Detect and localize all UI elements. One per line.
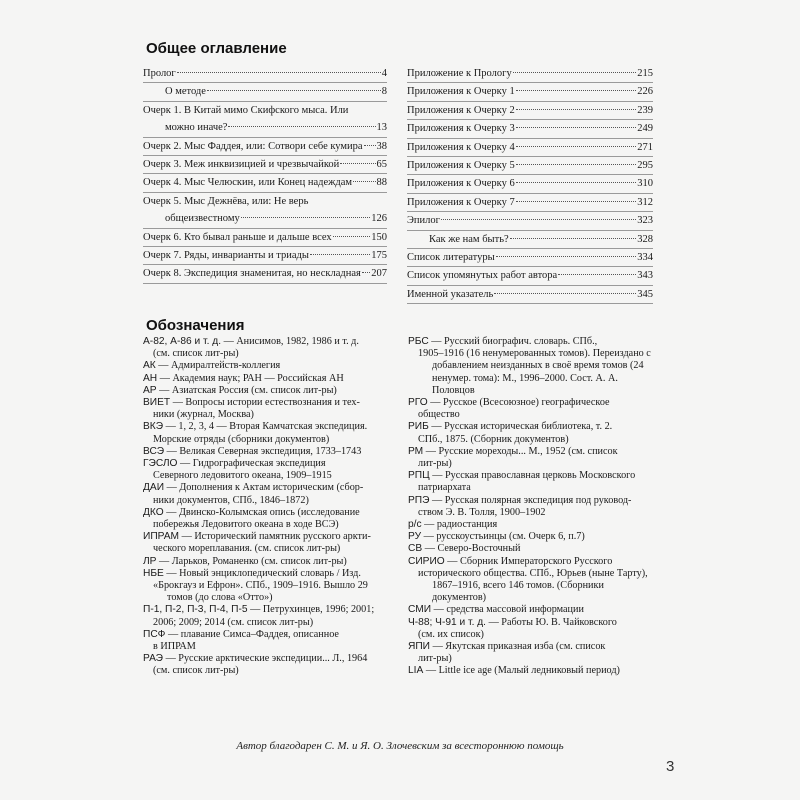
abbreviation-entry	[408, 397, 658, 421]
abbreviation-entry	[143, 446, 393, 458]
toc-entry-page: 4	[381, 68, 387, 79]
abbreviation-key: ДАИ	[143, 482, 165, 494]
abbreviation-definition: — Сборник Императорского Русского	[444, 555, 613, 567]
toc-leader-dots	[496, 256, 637, 257]
abbreviations-heading: Обозначения	[146, 317, 245, 334]
abbreviation-entry	[408, 519, 658, 531]
toc-entry-title: Приложения к Очерку 2	[407, 104, 515, 116]
abbreviation-key: П-1, П-2, П-3, П-4, П-5	[143, 604, 248, 616]
abbreviation-definition: — Русское (Всесоюзное) географическое	[427, 397, 610, 409]
abbreviation-key: АН	[143, 372, 158, 384]
toc-entry[interactable]	[407, 102, 653, 119]
abbreviation-key: РМ	[408, 445, 424, 457]
toc-entry-title: Очерк 4. Мыс Челюскин, или Конец надеждам	[143, 177, 353, 189]
abbreviation-key: ЯПИ	[408, 641, 431, 653]
abbreviation-key: Ч-88; Ч-91 и т. д.	[408, 616, 487, 628]
toc-entry-title: Приложения к Очерку 4	[407, 141, 515, 153]
abbreviation-continuation: лит-ры)	[418, 458, 452, 470]
toc-entry-title: Пролог	[143, 68, 176, 79]
abbreviation-key: РИБ	[408, 421, 429, 433]
toc-entry[interactable]	[407, 120, 653, 137]
abbreviation-entry	[408, 421, 658, 445]
abbreviation-definition: — Северо-Восточный	[422, 543, 521, 555]
toc-entry-page: 310	[637, 178, 653, 190]
toc-entry-page: 295	[637, 160, 653, 172]
toc-entry-title: можно иначе?	[165, 122, 228, 134]
toc-entry-title: Приложения к Очерку 7	[407, 196, 515, 208]
abbreviation-definition: — Русская полярная экспедиция под руковод-	[429, 494, 632, 506]
toc-leader-dots	[516, 127, 637, 128]
toc-entry[interactable]	[143, 102, 387, 119]
abbreviation-key: р/с	[408, 519, 422, 531]
abbreviation-entry	[408, 470, 658, 494]
abbreviation-definition: — Двинско-Колымская опись (исследование	[163, 506, 360, 518]
abbreviation-key: ДКО	[143, 506, 164, 518]
abbreviation-entry	[143, 373, 393, 385]
abbreviation-definition: — Академия наук; РАН — Российская АН	[157, 372, 344, 384]
toc-leader-dots	[558, 274, 636, 275]
toc-entry-title: Очерк 3. Меж инквизицией и чрезвычайкой	[143, 159, 340, 171]
toc-leader-dots	[510, 238, 637, 239]
abbreviation-continuation: ческого мореплавания. (см. список лит-ры)	[153, 543, 341, 555]
abbreviation-definition: — Петрухинцев, 1996; 2001;	[247, 604, 375, 616]
abbreviation-definition: — средства массовой информации	[431, 604, 584, 616]
toc-heading: Общее оглавление	[146, 40, 287, 57]
toc-leader-dots	[516, 201, 637, 202]
toc-entry-page: 239	[637, 104, 653, 116]
abbreviation-entry	[143, 568, 393, 605]
abbreviation-key: РПЭ	[408, 494, 430, 506]
abbreviation-key: LIA	[408, 665, 424, 677]
abbreviation-key: СВ	[408, 543, 423, 555]
abbreviation-definition: — плавание Симса–Фаддея, описанное	[165, 628, 339, 640]
abbreviation-entry	[408, 336, 658, 397]
abbreviation-entry	[408, 556, 658, 605]
abbreviation-continuation: СПб., 1875. (Сборник документов)	[418, 433, 569, 445]
abbreviation-definition: — Новый энциклопедический словарь / Изд.	[163, 567, 361, 579]
abbreviation-key: РПЦ	[408, 470, 430, 482]
abbreviation-continuation: лит-ры)	[418, 653, 452, 665]
abbreviation-continuation: ством Э. В. Толля, 1900–1902	[418, 506, 546, 518]
abbreviation-entry	[408, 617, 658, 641]
toc-entry-page: 328	[637, 233, 653, 245]
abbreviation-entry	[408, 641, 658, 665]
abbreviation-continuation: Северного ледовитого океана, 1909–1915	[153, 470, 332, 482]
toc-divider	[407, 303, 653, 304]
toc-entry-page: 343	[637, 270, 653, 282]
toc-entry-title: Очерк 7. Ряды, инварианты и триады	[143, 250, 309, 262]
toc-entry[interactable]	[407, 175, 653, 192]
abbreviation-continuation: (см. список лит-ры)	[153, 348, 239, 360]
toc-entry-page: 150	[371, 231, 387, 243]
toc-leader-dots	[362, 272, 370, 273]
toc-entry[interactable]	[143, 119, 387, 136]
abbreviation-definition: — Little ice age (Малый ледниковый период)	[423, 665, 620, 677]
toc-entry[interactable]	[407, 194, 653, 211]
abbreviation-continuation: побережья Ледовитого океана в ходе ВСЭ)	[153, 519, 339, 531]
toc-entry-title: Очерк 8. Экспедиция знаменитая, но нескладная	[143, 268, 361, 280]
abbreviation-key: А-82, А-86 и т. д.	[143, 336, 222, 347]
toc-entry-page: 312	[637, 196, 653, 208]
toc-entry[interactable]	[407, 83, 653, 100]
abbreviation-key: АК	[143, 360, 156, 372]
toc-entry-page: 323	[637, 215, 653, 227]
abbreviation-definition: — Исторический памятник русского аркти-	[179, 531, 371, 543]
abbreviation-key: ГЭСЛО	[143, 458, 178, 470]
abbreviations-left-column	[143, 336, 393, 678]
toc-entry[interactable]	[143, 229, 387, 246]
abbreviation-key: СМИ	[408, 604, 432, 616]
abbreviation-entry	[143, 482, 393, 506]
toc-leader-dots	[364, 145, 376, 146]
toc-entry-title: Очерк 6. Кто бывал раньше и дальше всех	[143, 231, 332, 243]
toc-entry-title: Список литературы	[407, 252, 495, 264]
abbreviation-entry	[143, 336, 393, 360]
abbreviation-key: ВКЭ	[143, 421, 164, 433]
toc-entry-title: Приложения к Очерку 6	[407, 178, 515, 190]
toc-entry[interactable]	[407, 249, 653, 266]
toc-entry-page: 65	[376, 159, 387, 171]
toc-leader-dots	[241, 217, 371, 218]
abbreviation-key: РАЭ	[143, 653, 164, 665]
abbreviation-definition: — Русские арктические экспедиции... Л., 1964	[163, 653, 368, 665]
toc-entry[interactable]	[143, 174, 387, 191]
toc-entry-title: Приложения к Очерку 5	[407, 160, 515, 172]
toc-entry-title: Очерк 1. В Китай мимо Скифского мыса. Или	[143, 104, 349, 116]
abbreviation-entry	[143, 360, 393, 372]
toc-entry[interactable]	[143, 193, 387, 210]
toc-entry[interactable]	[143, 210, 387, 227]
acknowledgement: Автор благодарен С. М. и Я. О. Злочевским за всестороннюю помощь	[236, 740, 564, 752]
toc-entry[interactable]	[407, 231, 653, 248]
abbreviation-definition: — Русская историческая библиотека, т. 2.	[428, 421, 613, 433]
abbreviation-key: ВИЕТ	[143, 397, 171, 409]
abbreviation-continuation: в ИПРАМ	[153, 641, 196, 653]
abbreviation-entry	[408, 446, 658, 470]
toc-entry-page: 345	[637, 288, 653, 300]
abbreviation-entry	[408, 604, 658, 616]
abbreviation-entry	[143, 397, 393, 421]
toc-entry-page: 8	[381, 86, 387, 98]
abbreviation-definition: — Ларьков, Романенко (см. список лит-ры)	[156, 555, 347, 567]
abbreviation-definition: — Русская православная церковь Московского	[429, 470, 636, 482]
abbreviation-definition: — Адмиралтейств-коллегия	[155, 360, 281, 372]
toc-entry[interactable]	[407, 267, 653, 284]
abbreviation-continuation: 1905–1916 (16 ненумерованных томов). Переиздано с добавлением неизданных в своё время томов (24 ненумер. тома): М., 1996–2000. Сост. А. А. Половцов	[418, 348, 651, 396]
toc-leader-dots	[207, 90, 381, 91]
abbreviation-definition: — Анисимов, 1982, 1986 и т. д.	[221, 336, 359, 347]
toc-leader-dots	[516, 90, 637, 91]
abbreviation-definition: — Азиатская Россия (см. список лит-ры)	[156, 384, 337, 396]
toc-entry-page: 249	[637, 123, 653, 135]
abbreviation-entry	[143, 629, 393, 653]
abbreviation-key: НБЕ	[143, 567, 164, 579]
toc-entry-title: общеизвестному	[165, 213, 240, 225]
toc-leader-dots	[228, 126, 375, 127]
toc-entry-page: 13	[376, 122, 387, 134]
abbreviation-definition: — Якутская приказная изба (см. список	[430, 641, 606, 653]
toc-leader-dots	[516, 164, 637, 165]
toc-entry[interactable]	[407, 139, 653, 156]
toc-entry-title: Эпилог	[407, 215, 440, 227]
toc-leader-dots	[177, 72, 381, 73]
abbreviation-definition: — Русский биографич. словарь. СПб.,	[428, 336, 598, 347]
toc-entry[interactable]	[143, 156, 387, 173]
abbreviation-entry	[143, 556, 393, 568]
toc-entry-title: Как же нам быть?	[429, 233, 509, 245]
toc-entry-page: 226	[637, 86, 653, 98]
abbreviation-entry	[143, 507, 393, 531]
abbreviation-continuation: (см. список лит-ры)	[153, 665, 239, 677]
toc-leader-dots	[516, 146, 637, 147]
toc-leader-dots	[333, 236, 371, 237]
toc-entry[interactable]	[407, 65, 653, 82]
abbreviation-continuation: общество	[418, 409, 460, 421]
abbreviation-key: ИПРАМ	[143, 531, 180, 543]
toc-leader-dots	[340, 163, 375, 164]
toc-entry[interactable]	[143, 247, 387, 264]
abbreviation-key: РГО	[408, 397, 428, 409]
abbreviation-entry	[143, 531, 393, 555]
abbreviation-continuation: ники (журнал, Москва)	[153, 409, 254, 421]
toc-entry[interactable]	[143, 65, 387, 82]
toc-entry-page: 88	[376, 177, 387, 189]
toc-entry-page: 126	[371, 213, 387, 225]
toc-entry[interactable]	[407, 286, 653, 303]
abbreviation-definition: — Гидрографическая экспедиция	[177, 458, 326, 470]
toc-leader-dots	[513, 72, 637, 73]
toc-entry-title: Приложение к Прологу	[407, 68, 512, 79]
toc-entry-page: 207	[371, 268, 387, 280]
abbreviation-entry	[143, 421, 393, 445]
abbreviation-definition: — Великая Северная экспедиция, 1733–1743	[164, 445, 362, 457]
abbreviation-continuation: патриархата	[418, 482, 471, 494]
toc-leader-dots	[494, 293, 636, 294]
page-number: 3	[666, 758, 675, 775]
toc-entry[interactable]	[143, 83, 387, 100]
abbreviation-definition: — Дополнения к Актам историческим (сбор-	[164, 482, 364, 494]
abbreviation-continuation: (см. их список)	[418, 628, 484, 640]
toc-entry-page: 334	[637, 252, 653, 264]
toc-left-column	[143, 65, 387, 284]
abbreviation-entry	[408, 495, 658, 519]
abbreviation-continuation: Морские отряды (сборники документов)	[153, 433, 330, 445]
abbreviation-continuation: 2006; 2009; 2014 (см. список лит-ры)	[153, 616, 314, 628]
toc-entry-title: Приложения к Очерку 3	[407, 123, 515, 135]
abbreviation-entry	[143, 385, 393, 397]
toc-entry-title: О методе	[165, 86, 206, 98]
abbreviation-entry	[143, 653, 393, 677]
abbreviation-entry	[408, 531, 658, 543]
abbreviation-definition: — русскоустьинцы (см. Очерк 6, п.7)	[421, 531, 585, 543]
toc-entry[interactable]	[143, 138, 387, 155]
toc-entry-page: 38	[376, 140, 387, 152]
abbreviation-definition: — Работы Ю. В. Чайковского	[486, 616, 617, 628]
toc-leader-dots	[310, 254, 370, 255]
toc-leader-dots	[441, 219, 636, 220]
abbreviation-entry	[143, 604, 393, 628]
abbreviations-right-column	[408, 336, 658, 678]
abbreviation-continuation: исторического общества. СПб., Юрьев (ныне Тарту), 1867–1916, всего 146 томов. (Сборники документов)	[418, 567, 648, 604]
toc-entry-title: Очерк 5. Мыс Дежнёва, или: Не верь	[143, 195, 309, 207]
abbreviation-continuation: «Брокгауз и Ефрон». СПб., 1909–1916. Вышло 29 томов (до слова «Отто»)	[153, 580, 368, 604]
abbreviation-definition: — радиостанция	[421, 519, 498, 531]
abbreviation-entry	[408, 665, 658, 677]
toc-entry-title: Список упомянутых работ автора	[407, 270, 558, 282]
abbreviation-key: РБС	[408, 336, 429, 347]
abbreviation-key: СИРИО	[408, 555, 445, 567]
toc-entry-page: 271	[637, 141, 653, 153]
abbreviation-entry	[408, 543, 658, 555]
toc-leader-dots	[516, 182, 637, 183]
toc-entry[interactable]	[407, 157, 653, 174]
toc-entry-title: Очерк 2. Мыс Фаддея, или: Сотвори себе кумира	[143, 140, 363, 152]
toc-entry-page: 175	[371, 250, 387, 262]
abbreviation-key: РУ	[408, 531, 422, 543]
abbreviation-definition: — 1, 2, 3, 4 — Вторая Камчатская экспедиция.	[163, 421, 368, 433]
toc-entry[interactable]	[407, 212, 653, 229]
toc-entry-page: 215	[637, 68, 653, 79]
abbreviation-continuation: ники документов, СПб., 1846–1872)	[153, 494, 309, 506]
abbreviation-key: ПСФ	[143, 628, 166, 640]
abbreviation-entry	[143, 458, 393, 482]
abbreviation-key: ВСЭ	[143, 445, 165, 457]
toc-divider	[143, 283, 387, 284]
abbreviation-key: ЛР	[143, 555, 157, 567]
abbreviation-definition: — Вопросы истории естествознания и тех-	[170, 397, 360, 409]
toc-leader-dots	[353, 181, 375, 182]
toc-right-column	[407, 65, 653, 304]
toc-leader-dots	[516, 109, 637, 110]
abbreviation-key: АР	[143, 384, 157, 396]
toc-entry[interactable]	[143, 265, 387, 282]
toc-entry-title: Приложения к Очерку 1	[407, 86, 515, 98]
toc-entry-title: Именной указатель	[407, 288, 494, 300]
abbreviation-definition: — Русские мореходы... М., 1952 (см. список	[423, 445, 618, 457]
